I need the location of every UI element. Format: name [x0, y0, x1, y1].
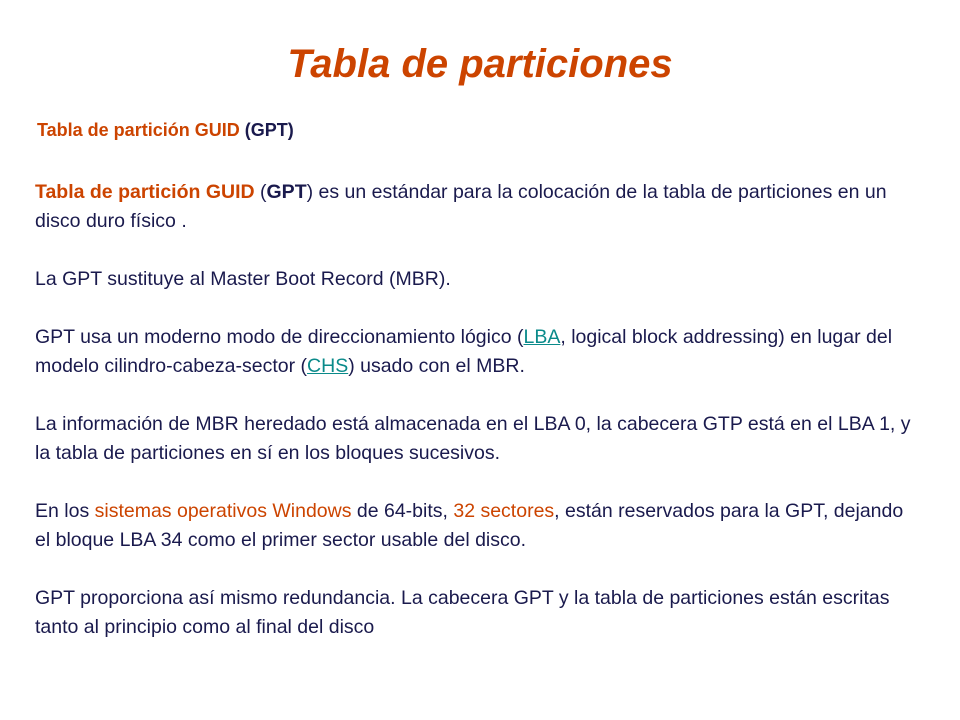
lba-link[interactable]: LBA — [523, 326, 561, 348]
windows-text-3: , están reservados para la GPT, dejando el bloque LBA 34 como el primer sector usable del disco. — [35, 500, 904, 551]
paragraph-definition — [35, 178, 915, 236]
windows-text-2: de 64-bits, — [351, 500, 454, 522]
windows-os-highlight: sistemas operativos Windows — [94, 500, 352, 522]
paragraph-mbr-replacement: La GPT sustituye al Master Boot Record (MBR). — [35, 268, 451, 290]
lba-text-1: GPT usa un moderno modo de direccionamiento lógico ( — [35, 326, 524, 348]
definition-gpt: GPT — [266, 181, 307, 203]
chs-link[interactable]: CHS — [307, 355, 349, 377]
sectors-highlight: 32 sectores — [453, 500, 555, 522]
page-title: Tabla de particiones — [287, 42, 673, 86]
lba-text-2: , logical block addressing) en lugar del modelo cilindro-cabeza-sector ( — [35, 326, 893, 377]
lba-text-3: ) usado con el MBR. — [348, 355, 525, 377]
paragraph-windows — [35, 497, 915, 555]
definition-paren-open: ( — [254, 181, 267, 203]
section-subtitle — [37, 120, 294, 141]
paragraph-redundancy: GPT proporciona así mismo redundancia. La cabecera GPT y la tabla de particiones están escritas tanto al principio como al final del disco — [35, 587, 890, 638]
content-body — [35, 178, 915, 642]
subtitle-paren-close: ) — [287, 120, 294, 140]
subtitle-paren-open: ( — [239, 120, 251, 140]
definition-term: Tabla de partición GUID — [35, 181, 255, 203]
paragraph-lba — [35, 323, 915, 381]
subtitle-gpt: GPT — [250, 120, 288, 140]
subtitle-text: Tabla de partición GUID — [37, 120, 240, 140]
paragraph-storage-layout: La información de MBR heredado está almacenada en el LBA 0, la cabecera GTP está en el LBA 1, y la tabla de particiones en sí en los bloques sucesivos. — [35, 413, 911, 464]
definition-rest: ) es un estándar para la colocación de la tabla de particiones en un disco duro físico . — [35, 181, 887, 232]
windows-text-1: En los — [35, 500, 95, 522]
